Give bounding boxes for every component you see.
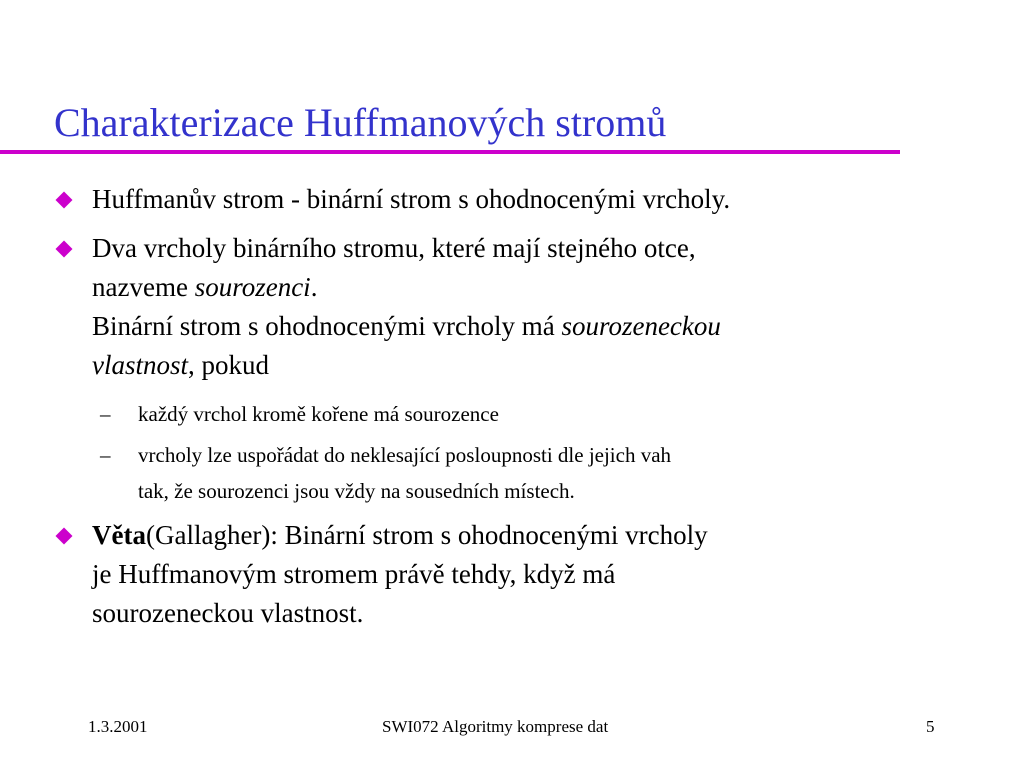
footer-page-number: 5: [926, 717, 935, 736]
bullet-diamond-icon: [56, 241, 73, 258]
term-sourozenci: sourozenci: [194, 272, 311, 302]
bullet-3-line-3: sourozeneckou vlastnost.: [92, 598, 364, 628]
bullet-2: [92, 229, 721, 385]
subitem-1: [138, 396, 499, 432]
subitem-2: [138, 437, 671, 509]
bullet-diamond-icon: [56, 192, 73, 209]
title-underline: [0, 150, 900, 154]
bullet-2-line-1: Dva vrcholy binárního stromu, které mají stejného otce,: [92, 233, 696, 263]
term-sourozeneckou: sourozeneckou: [561, 311, 721, 341]
bullet-2-line-4: vlastnost, pokud: [92, 350, 270, 380]
bullet-2-line-3: Binární strom s ohodnocenými vrcholy má sourozeneckou: [92, 311, 721, 341]
footer-course: SWI072 Algoritmy komprese dat: [382, 717, 609, 736]
bullet-3-line-1: Věta(Gallagher): Binární strom s ohodnocenými vrcholy: [92, 520, 708, 550]
subitem-dash: –: [100, 443, 111, 467]
subitem-dash: –: [100, 402, 111, 426]
subitem-2-line-2: tak, že sourozenci jsou vždy na sousedních místech.: [138, 479, 575, 503]
bullet-1-text: Huffmanův strom - binární strom s ohodnocenými vrcholy.: [92, 184, 731, 214]
bullet-2-line-2: nazveme sourozenci.: [92, 272, 318, 302]
subitem-2-line-1: vrcholy lze uspořádat do neklesající posloupnosti dle jejich vah: [138, 443, 672, 467]
bullet-1: [92, 180, 730, 219]
subitem-1-text: každý vrchol kromě kořene má sourozence: [138, 402, 499, 426]
term-vlastnost: vlastnost: [92, 350, 189, 380]
footer-date: 1.3.2001: [88, 717, 148, 736]
slide-title: Charakterizace Huffmanových stromů: [54, 100, 667, 145]
theorem-label: Věta: [92, 520, 146, 550]
bullet-diamond-icon: [56, 528, 73, 545]
bullet-3: [92, 516, 708, 633]
bullet-3-line-2: je Huffmanovým stromem právě tehdy, když má: [92, 559, 616, 589]
